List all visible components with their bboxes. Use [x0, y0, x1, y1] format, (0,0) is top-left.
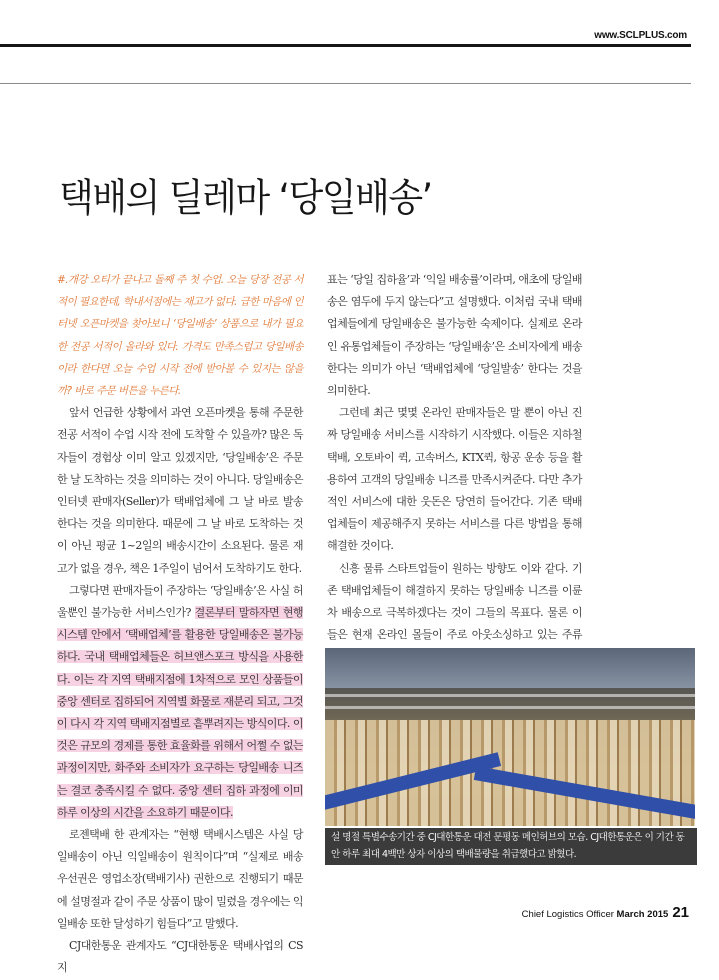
body-paragraph-3: 로젠택배 한 관계자는 “현행 택배시스템은 사실 당일배송이 아닌 익일배송이 원칙이다”며 “실제로 배송 우선권은 영업소장(택배기사) 권한으로 진행되기 때문에 설명절과 같이 주문 상품이 많이 밀렸을 경우에는 익일배송 또한 달성하기 힘들다”고 말했다.: [57, 828, 303, 930]
header-rule: [0, 44, 691, 47]
body-paragraph-2-intro: 그렇다면 판매자들이 주장하는 ‘당일배송’은 사실 허울뿐인 불가능한 서비스인가?: [57, 583, 303, 620]
page-number: 21: [672, 904, 689, 921]
photo-beam: [325, 694, 695, 697]
header-thin-rule: [0, 83, 691, 84]
body-paragraph-6: 그런데 최근 몇몇 온라인 판매자들은 말 뿐이 아닌 진짜 당일배송 서비스를 시작하기 시작했다. 이들은 지하철택배, 오토바이 퀵, 고속버스, KTX퀵, 항공 운송 등을 활용하여 고객의 당일배송 니즈를 만족시켜준다. 다만 추가적인 서비스에 대한 웃돈은 당연히 들어간다. 기존 택배업체들이 제공해주지 못하는 서비스를 다른 방법을 통해 해결한 것이다.: [327, 406, 582, 553]
magazine-name: Chief Logistics Officer: [521, 909, 617, 920]
article-title: 택배의 딜레마 ‘당일배송’: [59, 176, 432, 221]
warehouse-parcels-photo: [325, 648, 695, 826]
highlighted-passage: 결론부터 말하자면 현행 시스템 안에서 ‘택배업체’를 활용한 당일배송은 불가능하다. 국내 택배업체들은 허브앤스포크 방식을 사용한다. 이는 각 지역 택배지점에 1차적으로 모인 상품들이 중앙 센터로 집하되어 지역별 화물로 재분리 되고, 그것이 다시 각 지역 택배지점별로 흩뿌려지는 방식이다. 이것은 규모의 경제를 통한 효율화를 위해서 어쩔 수 없는 과정이지만, 화주와 소비자가 요구하는 당일배송 니즈는 결코 충족시킬 수 없다. 중앙 센터 집하 과정에 이미 하루 이상의 시간을 소요하기 때문이다.: [57, 606, 303, 819]
issue-date: March 2015: [616, 909, 669, 920]
body-paragraph-1: 앞서 언급한 상황에서 과연 오픈마켓을 통해 주문한 전공 서적이 수업 시작 전에 도착할 수 있을까? 많은 독자들이 경험상 이미 알고 있겠지만, ‘당일배송’은 주문한 날 도착하는 것을 의미하는 것이 아니다. 당일배송은 인터넷 판매자(Seller)가 택배업체에 그 날 바로 발송한다는 것을 의미한다. 때문에 그 날 바로 도착하는 것이 아닌 평균 1~2일의 배송시간이 소요된다. 물론 재고가 없을 경우, 책은 1주일이 넘어서 도착하기도 한다.: [57, 406, 303, 575]
left-column: [57, 269, 303, 980]
body-paragraph-2: [57, 580, 303, 824]
site-url: www.SCLPLUS.com: [594, 30, 687, 41]
photo-beam: [325, 706, 695, 709]
body-paragraph-4: CJ대한통운 관계자도 “CJ대한통운 택배사업의 CS지: [57, 939, 303, 975]
article-lede: #.개강 오티가 끝나고 돌째 주 첫 수업. 오늘 당장 전공 서적이 필요한데, 학내서점에는 재고가 없다. 급한 마음에 인터넷 오픈마켓을 찾아보니 ‘당일배송’ 상품으로 내가 필요한 전공 서적이 올라와 있다. 가격도 만족스럽고 당일배송이라 한다면 오늘 수업 시작 전에 받아볼 수 있지는 않을까? 바로 주문 버튼을 누른다.: [57, 274, 303, 398]
photo-ceiling: [325, 648, 695, 688]
photo-caption: 설 명절 특별수송기간 중 CJ대한통운 대전 문평동 메인허브의 모습. CJ대한통운은 이 기간 동안 하루 최대 4백만 상자 이상의 택배물량을 취급했다고 밝혔다.: [325, 828, 697, 865]
body-paragraph-5: 표는 ‘당일 집하율’과 ‘익일 배송률’이라며, 애초에 당일배송은 염두에 두지 않는다”고 설명했다. 이처럼 국내 택배업체들에게 당일배송은 불가능한 숙제이다. 실제로 온라인 유통업체들이 주장하는 ‘당일배송’은 소비자에게 배송한다는 의미가 아닌 ‘택배업체에 ‘당일발송’ 한다는 것을 의미한다.: [327, 273, 582, 398]
body-paragraph-7: 신흥 물류 스타트업들이 원하는 방향도 이와 같다. 기존 택배업체들이 해결하지 못하는 당일배송 니즈를 이륜차 배송으로 극복하겠다는 것이 그들의 목표다. 물론 이들은 현재 온라인 몰들이 주로 아웃소싱하고 있는 주류: [327, 561, 582, 642]
page-footer: [522, 902, 689, 921]
right-column: [327, 269, 582, 691]
